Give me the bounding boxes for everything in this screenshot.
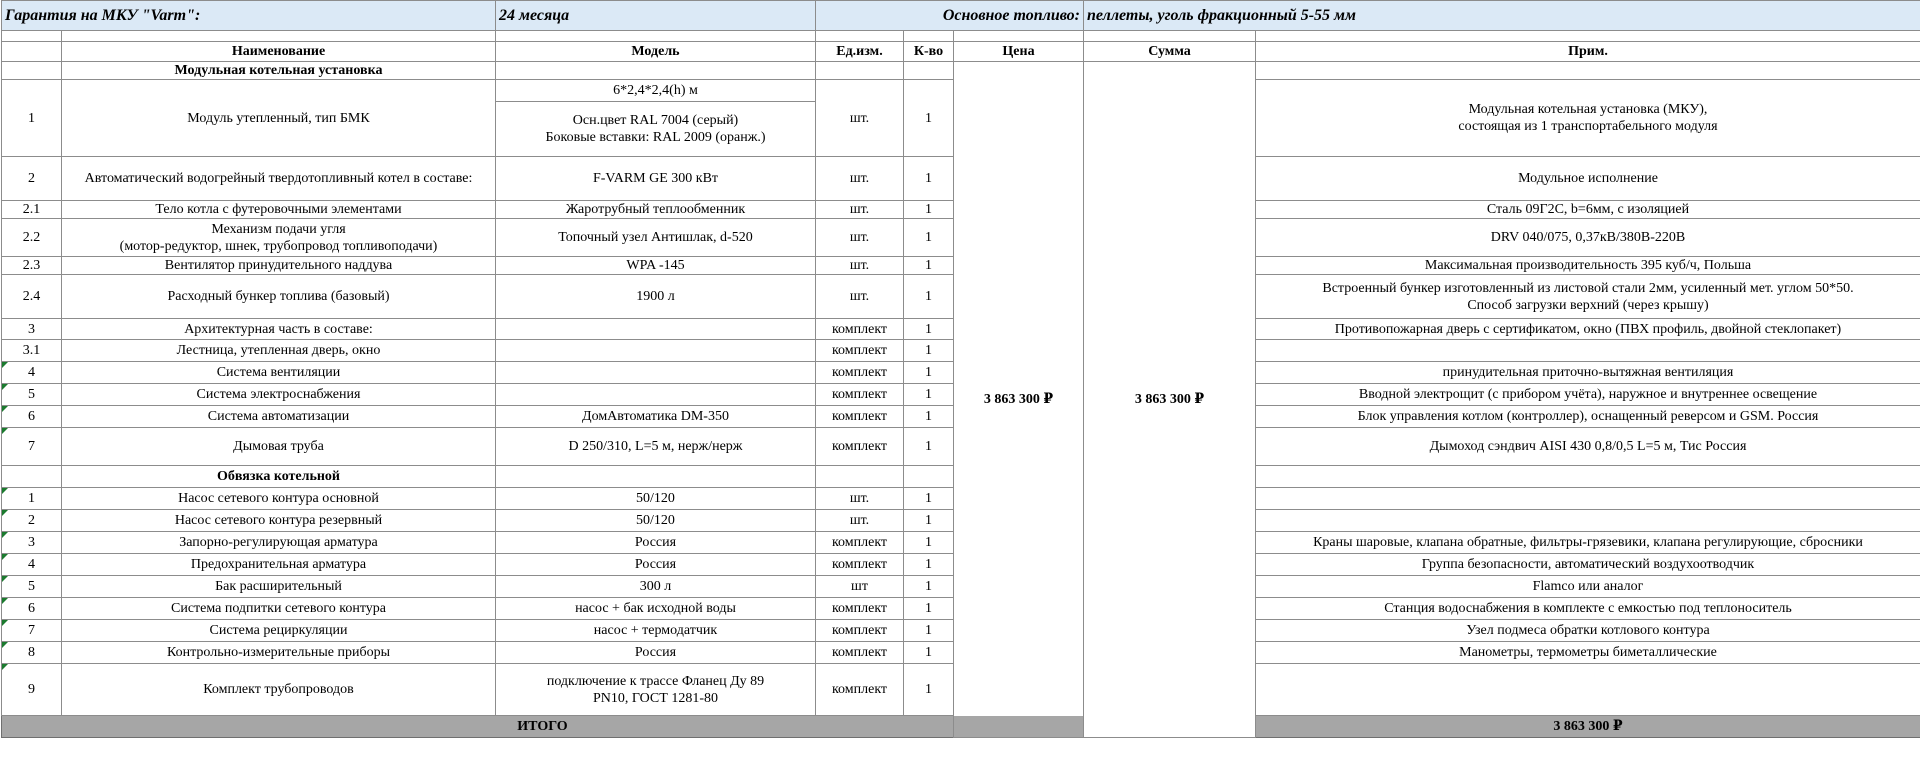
col-header-n[interactable]	[2, 42, 62, 62]
row-note[interactable]: Модульное исполнение	[1256, 157, 1920, 201]
section-title[interactable]: Модульная котельная установка	[62, 62, 496, 80]
row-name[interactable]: Запорно-регулирующая арматура	[62, 532, 496, 554]
row-model[interactable]: насос + бак исходной воды	[496, 598, 816, 620]
row-model[interactable]: WPA -145	[496, 257, 816, 275]
cell[interactable]	[954, 31, 1084, 42]
row-unit[interactable]: шт.	[816, 219, 904, 257]
model-line: Боковые вставки: RAL 2009 (оранж.)	[545, 130, 766, 145]
cell[interactable]	[2, 466, 62, 488]
row-name[interactable]: Система электроснабжения	[62, 384, 496, 406]
row-qty[interactable]: 1	[904, 384, 954, 406]
row-unit[interactable]: шт.	[816, 80, 904, 157]
row-model[interactable]: Топочный узел Антишлак, d-520	[496, 219, 816, 257]
row-qty[interactable]: 1	[904, 598, 954, 620]
row-model[interactable]: Россия	[496, 554, 816, 576]
row-note[interactable]: Сталь 09Г2С, b=6мм, с изоляцией	[1256, 201, 1920, 219]
row-unit[interactable]: комплект	[816, 532, 904, 554]
row-model[interactable]: 1900 л	[496, 275, 816, 319]
row-unit[interactable]: комплект	[816, 664, 904, 716]
row-number[interactable]: 7	[2, 620, 62, 642]
row-name[interactable]: Модуль утепленный, тип БМК	[62, 80, 496, 157]
row-number[interactable]: 3	[2, 319, 62, 340]
row-model[interactable]: 300 л	[496, 576, 816, 598]
row-note[interactable]	[1256, 80, 1920, 157]
row-name[interactable]: Система автоматизации	[62, 406, 496, 428]
col-header-qty[interactable]: К-во	[904, 42, 954, 62]
row-name[interactable]: Вентилятор принудительного наддува	[62, 257, 496, 275]
row-model[interactable]	[496, 102, 816, 157]
row-number[interactable]: 2	[2, 157, 62, 201]
row-qty[interactable]: 1	[904, 257, 954, 275]
row-number[interactable]: 1	[2, 80, 62, 157]
row-qty[interactable]: 1	[904, 275, 954, 319]
row-qty[interactable]: 1	[904, 620, 954, 642]
row-qty[interactable]: 1	[904, 488, 954, 510]
total-row	[2, 716, 1920, 738]
row-note[interactable]: Узел подмеса обратки котлового контура	[1256, 620, 1920, 642]
row-model[interactable]	[496, 340, 816, 362]
cell[interactable]	[1256, 466, 1920, 488]
cell[interactable]	[496, 466, 816, 488]
spacer-row	[2, 31, 1920, 42]
cell[interactable]	[2, 31, 62, 42]
row-unit[interactable]: комплект	[816, 362, 904, 384]
col-header-model[interactable]: Модель	[496, 42, 816, 62]
row-note[interactable]	[1256, 510, 1920, 532]
row-unit[interactable]: комплект	[816, 428, 904, 466]
price-sheet	[1, 0, 1920, 738]
row-number[interactable]: 2.2	[2, 219, 62, 257]
row-model[interactable]: D 250/310, L=5 м, нерж/нерж	[496, 428, 816, 466]
row-qty[interactable]: 1	[904, 340, 954, 362]
row-model[interactable]	[496, 664, 816, 716]
row-qty[interactable]: 1	[904, 532, 954, 554]
cell[interactable]	[1256, 31, 1920, 42]
row-name[interactable]	[62, 219, 496, 257]
row-name[interactable]: Тело котла с футеровочными элементами	[62, 201, 496, 219]
row-unit[interactable]: шт.	[816, 201, 904, 219]
row-unit[interactable]: комплект	[816, 319, 904, 340]
cell[interactable]	[904, 466, 954, 488]
total-value[interactable]: 3 863 300 ₽	[1256, 716, 1920, 738]
row-number[interactable]: 5	[2, 576, 62, 598]
row-number[interactable]: 6	[2, 406, 62, 428]
row-qty[interactable]: 1	[904, 428, 954, 466]
row-unit[interactable]: шт.	[816, 488, 904, 510]
fuel-value[interactable]: пеллеты, уголь фракционный 5-55 мм	[1084, 1, 1920, 31]
cell[interactable]	[816, 466, 904, 488]
row-number[interactable]: 5	[2, 384, 62, 406]
row-qty[interactable]: 1	[904, 219, 954, 257]
row-unit[interactable]: шт	[816, 576, 904, 598]
model-line: Осн.цвет RAL 7004 (серый)	[572, 113, 739, 128]
row-note[interactable]	[1256, 340, 1920, 362]
row-name[interactable]: Лестница, утепленная дверь, окно	[62, 340, 496, 362]
row-note[interactable]: Вводной электрощит (с прибором учёта), наружное и внутреннее освещение	[1256, 384, 1920, 406]
row-qty[interactable]: 1	[904, 406, 954, 428]
row-qty[interactable]: 1	[904, 201, 954, 219]
col-header-name[interactable]: Наименование	[62, 42, 496, 62]
row-qty[interactable]: 1	[904, 510, 954, 532]
col-header-unit[interactable]: Ед.изм.	[816, 42, 904, 62]
cell[interactable]	[1084, 31, 1256, 42]
row-qty[interactable]: 1	[904, 319, 954, 340]
model-line: подключение к трассе Фланец Ду 89	[546, 673, 765, 689]
row-note[interactable]: Противопожарная дверь с сертификатом, окно (ПВХ профиль, двойной стеклопакет)	[1256, 319, 1920, 340]
header-row	[2, 1, 1920, 31]
row-number[interactable]: 9	[2, 664, 62, 716]
cell[interactable]	[496, 62, 816, 80]
row-note[interactable]: Манометры, термометры биметаллические	[1256, 642, 1920, 664]
col-header-note[interactable]: Прим.	[1256, 42, 1920, 62]
row-name[interactable]: Насос сетевого контура резервный	[62, 510, 496, 532]
col-header-sum[interactable]: Сумма	[1084, 42, 1256, 62]
row-unit[interactable]: шт.	[816, 257, 904, 275]
row-number[interactable]: 4	[2, 362, 62, 384]
model-line: PN10, ГОСТ 1281-80	[593, 690, 718, 706]
cell[interactable]	[2, 62, 62, 80]
section-row	[2, 62, 1920, 80]
note-line: Способ загрузки верхний (через крышу)	[1467, 297, 1709, 313]
row-model[interactable]	[496, 362, 816, 384]
row-note[interactable]: Группа безопасности, автоматический воздухоотводчик	[1256, 554, 1920, 576]
row-note[interactable]: Блок управления котлом (контроллер), оснащенный реверсом и GSM. Россия	[1256, 406, 1920, 428]
cell[interactable]	[816, 31, 904, 42]
row-note[interactable]: DRV 040/075, 0,37кВ/380В-220В	[1256, 219, 1920, 257]
row-name[interactable]: Бак расширительный	[62, 576, 496, 598]
row-unit[interactable]: комплект	[816, 554, 904, 576]
row-model[interactable]: 50/120	[496, 488, 816, 510]
row-number[interactable]: 2.4	[2, 275, 62, 319]
row-model[interactable]: F-VARM GE 300 кВт	[496, 157, 816, 201]
row-model[interactable]	[496, 384, 816, 406]
row-name[interactable]: Система вентиляции	[62, 362, 496, 384]
row-unit[interactable]: шт.	[816, 275, 904, 319]
row-number[interactable]: 7	[2, 428, 62, 466]
cell[interactable]	[816, 62, 904, 80]
row-name[interactable]: Насос сетевого контура основной	[62, 488, 496, 510]
row-name[interactable]: Архитектурная часть в составе:	[62, 319, 496, 340]
row-model[interactable]: Россия	[496, 642, 816, 664]
sum-cell[interactable]: 3 863 300 ₽	[1084, 62, 1256, 738]
row-number[interactable]: 2.3	[2, 257, 62, 275]
section-title[interactable]: Обвязка котельной	[62, 466, 496, 488]
row-unit[interactable]: шт.	[816, 510, 904, 532]
row-note[interactable]: Дымоход сэндвич AISI 430 0,8/0,5 L=5 м, Тис Россия	[1256, 428, 1920, 466]
row-number[interactable]: 4	[2, 554, 62, 576]
cell[interactable]	[904, 62, 954, 80]
row-qty[interactable]: 1	[904, 554, 954, 576]
row-unit[interactable]: комплект	[816, 620, 904, 642]
row-model[interactable]: Жаротрубный теплообменник	[496, 201, 816, 219]
cell[interactable]	[1256, 62, 1920, 80]
row-note[interactable]	[1256, 488, 1920, 510]
row-model[interactable]: насос + термодатчик	[496, 620, 816, 642]
row-unit[interactable]: шт.	[816, 157, 904, 201]
row-qty[interactable]: 1	[904, 157, 954, 201]
row-unit[interactable]: комплект	[816, 384, 904, 406]
row-number[interactable]: 6	[2, 598, 62, 620]
row-number[interactable]: 3	[2, 532, 62, 554]
row-qty[interactable]: 1	[904, 642, 954, 664]
row-name[interactable]: Предохранительная арматура	[62, 554, 496, 576]
warranty-value[interactable]: 24 месяца	[496, 1, 816, 31]
row-note[interactable]: Максимальная производительность 395 куб/ч, Польша	[1256, 257, 1920, 275]
row-name[interactable]: Система подпитки сетевого контура	[62, 598, 496, 620]
warranty-label[interactable]: Гарантия на МКУ "Varm":	[2, 1, 496, 31]
row-number[interactable]: 3.1	[2, 340, 62, 362]
row-name[interactable]: Комплект трубопроводов	[62, 664, 496, 716]
price-cell[interactable]: 3 863 300 ₽	[954, 62, 1084, 738]
row-qty[interactable]: 1	[904, 362, 954, 384]
row-model[interactable]: 50/120	[496, 510, 816, 532]
note-line: состоящая из 1 транспортабельного модуля	[1458, 119, 1718, 134]
fuel-label[interactable]	[816, 1, 1084, 31]
column-header-row	[2, 42, 1920, 62]
row-name[interactable]: Автоматический водогрейный твердотопливный котел в составе:	[62, 157, 496, 201]
row-qty[interactable]: 1	[904, 576, 954, 598]
row-note[interactable]: Краны шаровые, клапана обратные, фильтры-грязевики, клапана регулирующие, сбросники	[1256, 532, 1920, 554]
row-note[interactable]	[1256, 275, 1920, 319]
row-unit[interactable]: комплект	[816, 340, 904, 362]
row-unit[interactable]: комплект	[816, 598, 904, 620]
row-unit[interactable]: комплект	[816, 406, 904, 428]
cell[interactable]	[62, 31, 496, 42]
row-number[interactable]: 2.1	[2, 201, 62, 219]
row-name[interactable]: Система рециркуляции	[62, 620, 496, 642]
row-name[interactable]: Контрольно-измерительные приборы	[62, 642, 496, 664]
row-model[interactable]: ДомАвтоматика DM-350	[496, 406, 816, 428]
note-line: Модульная котельная установка (МКУ),	[1468, 102, 1708, 117]
row-number[interactable]: 1	[2, 488, 62, 510]
cell[interactable]	[904, 31, 954, 42]
col-header-price[interactable]: Цена	[954, 42, 1084, 62]
row-model[interactable]: Россия	[496, 532, 816, 554]
row-qty[interactable]: 1	[904, 664, 954, 716]
row-number[interactable]: 2	[2, 510, 62, 532]
row-name[interactable]: Расходный бункер топлива (базовый)	[62, 275, 496, 319]
row-note[interactable]: Станция водоснабжения в комплекте с емкостью под теплоноситель	[1256, 598, 1920, 620]
row-name[interactable]: Дымовая труба	[62, 428, 496, 466]
row-model[interactable]	[496, 319, 816, 340]
name-line: Механизм подачи угля	[211, 221, 346, 237]
note-line: Встроенный бункер изготовленный из листовой стали 2мм, усиленный мет. углом 50*50.	[1322, 280, 1854, 296]
cell[interactable]	[496, 31, 816, 42]
row-note[interactable]: принудительная приточно-вытяжная вентиляция	[1256, 362, 1920, 384]
total-label[interactable]: ИТОГО	[2, 716, 1084, 738]
row-note[interactable]: Flamco или аналог	[1256, 576, 1920, 598]
row-unit[interactable]: комплект	[816, 642, 904, 664]
name-line: (мотор-редуктор, шнек, трубопровод топливоподачи)	[119, 238, 438, 254]
row-qty[interactable]: 1	[904, 80, 954, 157]
row-note[interactable]	[1256, 664, 1920, 716]
row-model[interactable]: 6*2,4*2,4(h) м	[496, 80, 816, 102]
row-number[interactable]: 8	[2, 642, 62, 664]
fuel-label-text: Основное топливо:	[942, 7, 1080, 24]
